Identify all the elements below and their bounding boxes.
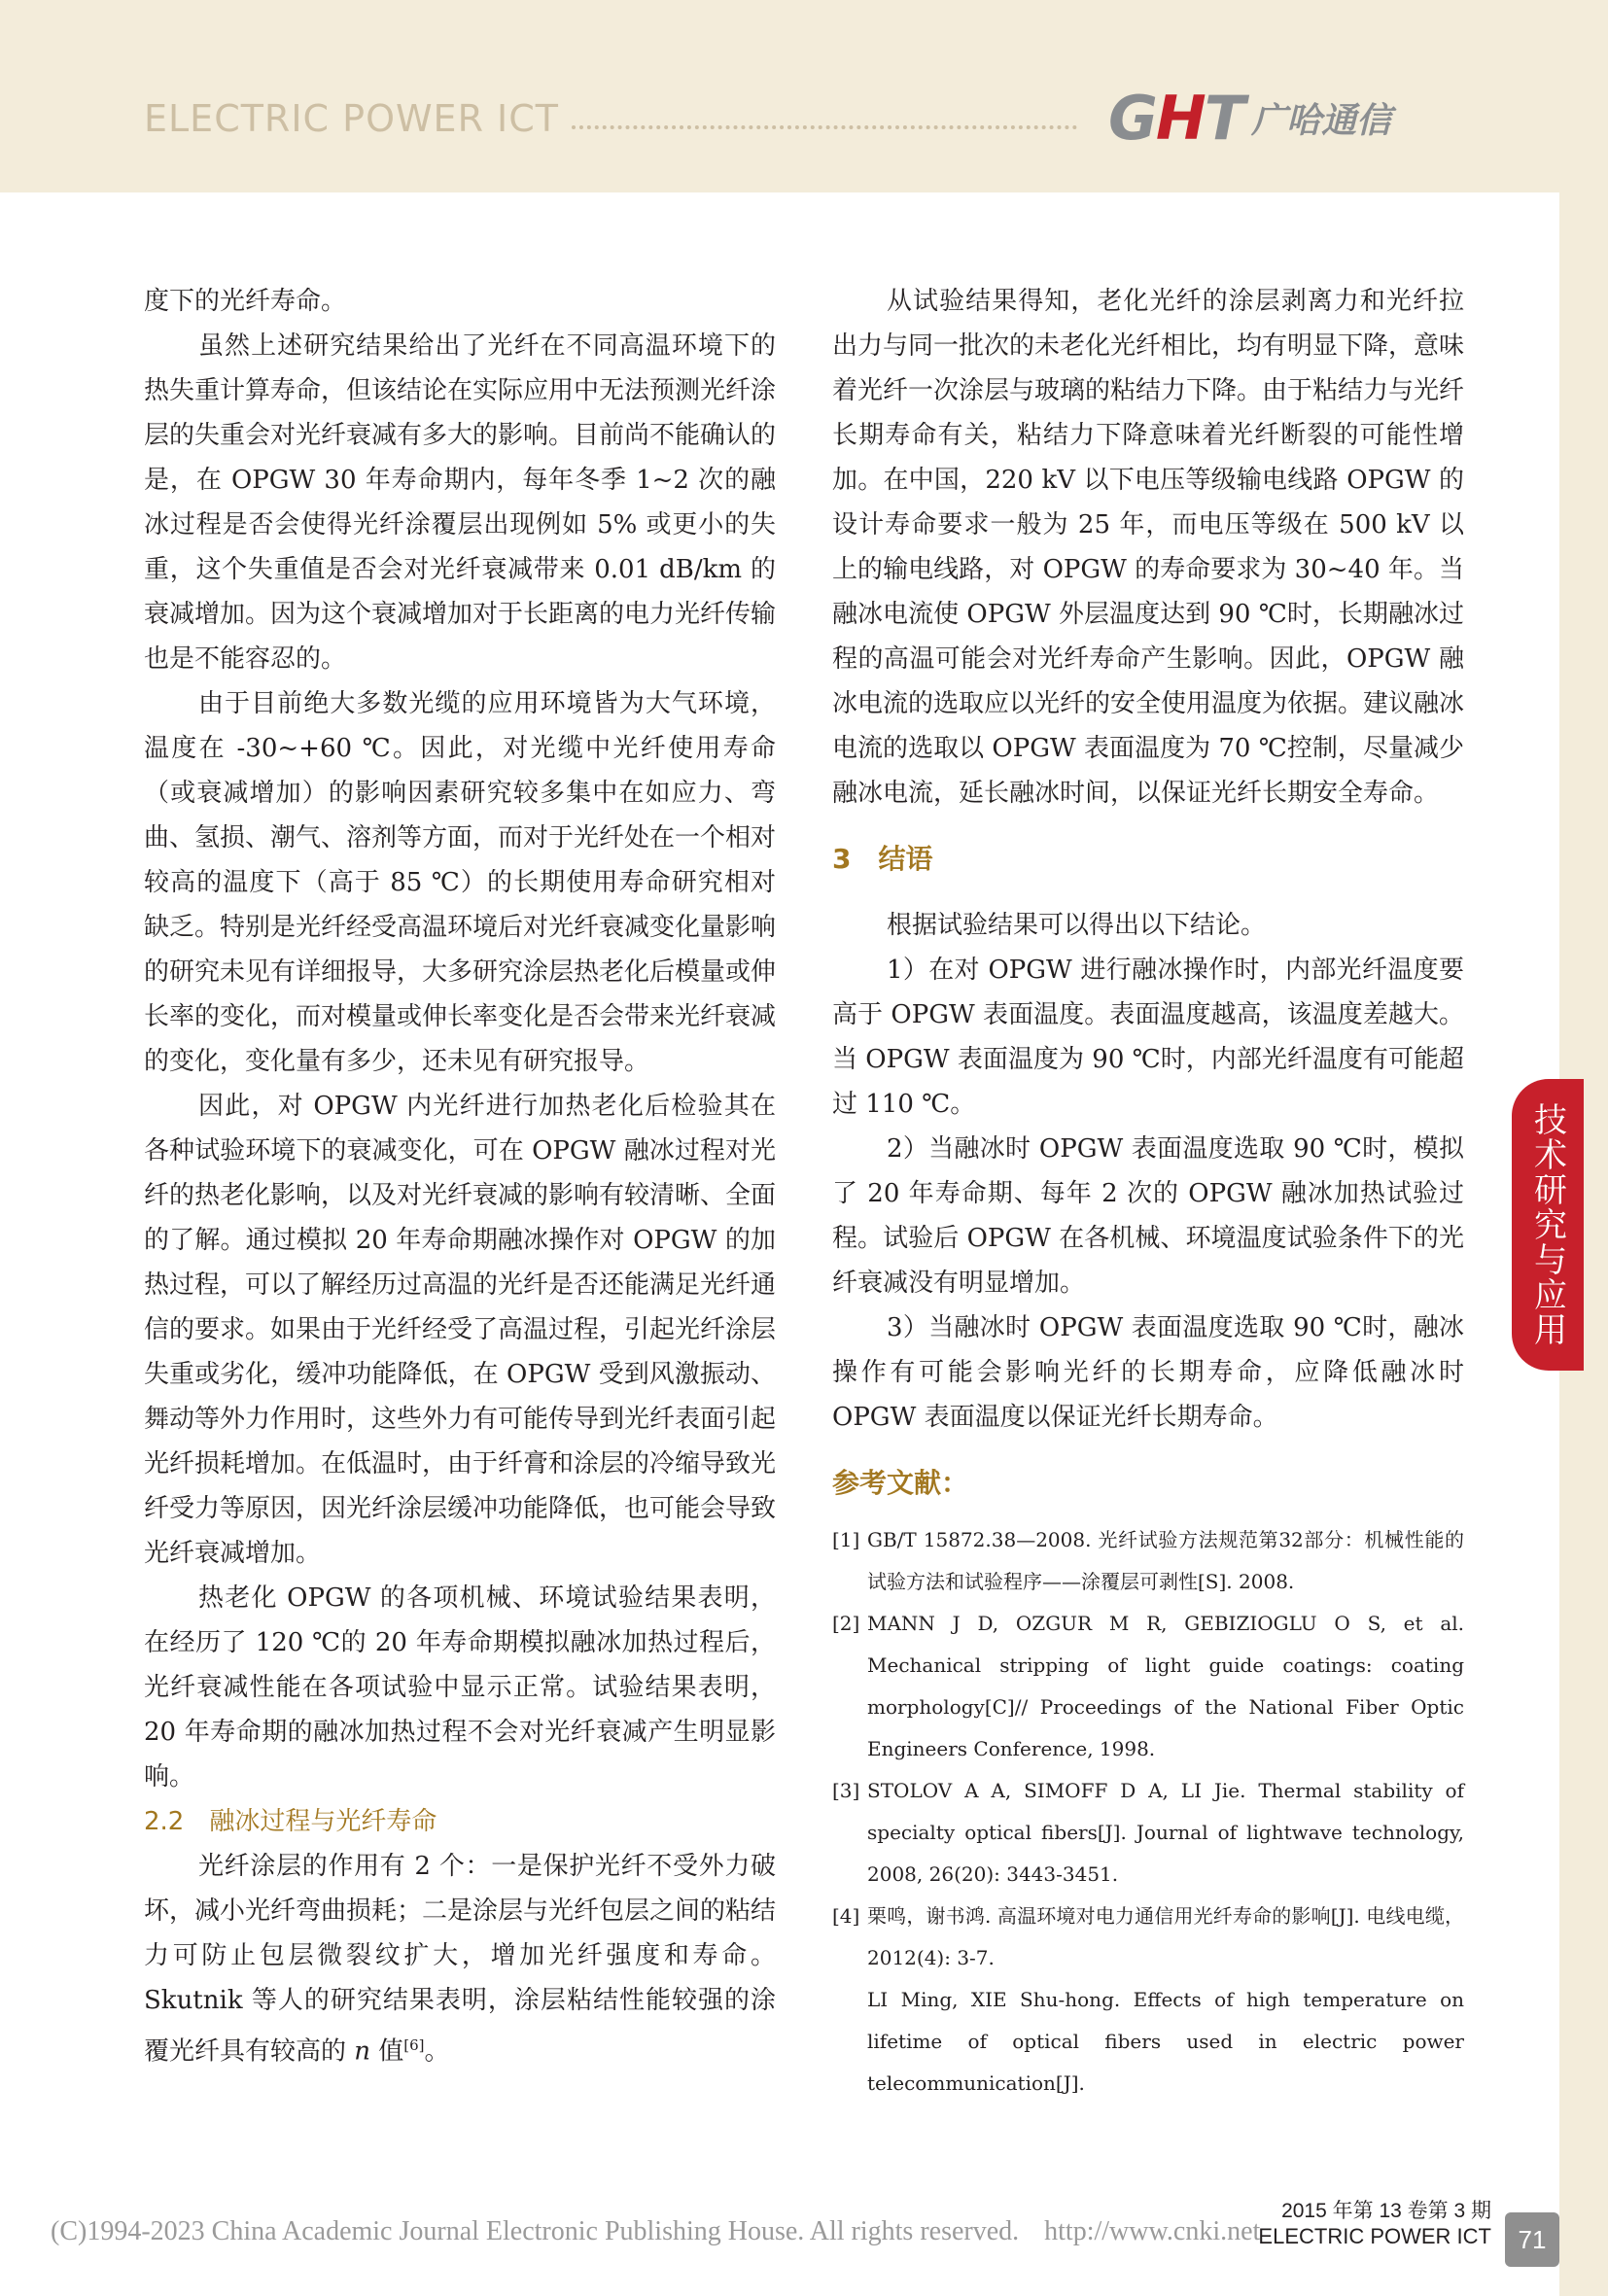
- issue-info: 2015 年第 13 卷第 3 期: [1281, 2200, 1491, 2222]
- citation-ref: [6]: [403, 2036, 425, 2054]
- logo-mark: GHT: [1108, 82, 1244, 154]
- paragraph: 光纤涂层的作用有 2 个：一是保护光纤不受外力破坏，减小光纤弯曲损耗；二是涂层与光纤包层之间的粘结力可防止包层微裂纹扩大，增加光纤强度和寿命。Skutnik 等人的研究结果表明，涂层粘结性能较强的涂覆光纤具有较高的 n 值[6]。: [144, 1852, 777, 2067]
- paragraph: 热老化 OPGW 的各项机械、环境试验结果表明，在经历了 120 ℃的 20 年寿命期模拟融冰加热过程后，光纤衰减性能在各项试验中显示正常。试验结果表明，20 年寿命期的融冰加热过程不会对光纤衰减产生明显影响。: [144, 1583, 776, 1792]
- footer-meta: [1258, 2199, 1491, 2249]
- conclusion-item: 1）在对 OPGW 进行融冰操作时，内部光纤温度要高于 OPGW 表面温度。表面温度越高，该温度差越大。当 OPGW 表面温度为 90 ℃时，内部光纤温度有可能超过 110 ℃。: [832, 956, 1464, 1119]
- header-dotted-rule: [572, 125, 1077, 129]
- journal-title: ELECTRIC POWER ICT: [144, 97, 560, 140]
- paragraph: 根据试验结果可以得出以下结论。: [887, 911, 1267, 940]
- paragraph: 虽然上述研究结果给出了光纤在不同高温环境下的热失重计算寿命，但该结论在实际应用中无法预测光纤涂层的失重会对光纤衰减有多大的影响。目前尚不能确认的是，在 OPGW 30 年寿命期内，每年冬季 1~2 次的融冰过程是否会使得光纤涂覆层出现例如 5% 或更小的失重，这个失重值是否会对光纤衰减带来 0.01 dB/km 的衰减增加。因为这个衰减增加对于长距离的电力光纤传输也是不能容忍的。: [144, 331, 777, 674]
- ght-logo: [1108, 84, 1391, 152]
- page-header: [0, 0, 1559, 192]
- left-column: [144, 279, 776, 2074]
- page-number: 71: [1505, 2212, 1559, 2267]
- subsection-title: 2.2 融冰过程与光纤寿命: [144, 1807, 437, 1836]
- logo-chinese-name: 广哈通信: [1251, 100, 1392, 141]
- paragraph: 因此，对 OPGW 内光纤进行加热老化后检验其在各种试验环境下的衰减变化，可在 OPGW 融冰过程对光纤的热老化影响，以及对光纤衰减的影响有较清晰、全面的了解。通过模拟 20 年寿命期融冰操作对 OPGW 的加热过程，可以了解经历过高温的光纤是否还能满足光纤通信的要求。如果由于光纤经受了高温过程，引起光纤涂层失重或劣化，缓冲功能降低，在 OPGW 受到风激振动、舞动等外力作用时，这些外力有可能传导到光纤表面引起光纤损耗增加。在低温时，由于纤膏和涂层的冷缩导致光纤受力等原因，因光纤涂层缓冲功能降低，也可能会导致光纤衰减增加。: [144, 1092, 777, 1568]
- reference-item: [1] GB/T 15872.38—2008. 光纤试验方法规范第32部分：机械性能的试验方法和试验程序——涂覆层可剥性[S]. 2008.: [832, 1528, 1464, 1593]
- conclusion-item: 2）当融冰时 OPGW 表面温度选取 90 ℃时，模拟了 20 年寿命期、每年 2 次的 OPGW 融冰加热试验过程。试验后 OPGW 在各机械、环境温度试验条件下的光纤衰减没有明显增加。: [832, 1134, 1464, 1298]
- right-column: [832, 279, 1464, 2105]
- section-tab: [1512, 1079, 1584, 1371]
- copyright-line: (C)1994-2023 China Academic Journal Electronic Publishing House. All rights reserved. http://www.cnki.net: [51, 2216, 1261, 2246]
- reference-item: [4] 栗鸣，谢书鸿. 高温环境对电力通信用光纤寿命的影响[J]. 电线电缆，2012(4): 3-7.: [832, 1904, 1464, 1969]
- conclusion-item: 3）当融冰时 OPGW 表面温度选取 90 ℃时，融冰操作有可能会影响光纤的长期寿命，应降低融冰时 OPGW 表面温度以保证光纤长期寿命。: [832, 1313, 1464, 1432]
- footer-journal-title: ELECTRIC POWER ICT: [1258, 2224, 1491, 2248]
- reference-english-citation: LI Ming, XIE Shu-hong. Effects of high temperature on lifetime of optical fibers used in electric power telecommunication[J].: [867, 1988, 1464, 2095]
- paragraph: 由于目前绝大多数光缆的应用环境皆为大气环境，温度在 -30~+60 ℃。因此，对光缆中光纤使用寿命（或衰减增加）的影响因素研究较多集中在如应力、弯曲、氢损、潮气、溶剂等方面，而对于光纤处在一个相对较高的温度下（高于 85 ℃）的长期使用寿命研究相对缺乏。特别是光纤经受高温环境后对光纤衰减变化量影响的研究未见有详细报导，大多研究涂层热老化后模量或伸长率的变化，而对模量或伸长率变化是否会带来光纤衰减的变化，变化量有多少，还未见有研究报导。: [144, 689, 777, 1076]
- paragraph: 从试验结果得知，老化光纤的涂层剥离力和光纤拉出力与同一批次的未老化光纤相比，均有明显下降，意味着光纤一次涂层与玻璃的粘结力下降。由于粘结力与光纤长期寿命有关，粘结力下降意味着光纤断裂的可能性增加。在中国，220 kV 以下电压等级输电线路 OPGW 的设计寿命要求一般为 25 年，而电压等级在 500 kV 以上的输电线路，对 OPGW 的寿命要求为 30~40 年。当融冰电流使 OPGW 外层温度达到 90 ℃时，长期融冰过程的高温可能会对光纤寿命产生影响。因此，OPGW 融冰电流的选取应以光纤的安全使用温度为依据。建议融冰电流的选取以 OPGW 表面温度为 70 ℃控制，尽量减少融冰电流，延长融冰时间，以保证光纤长期安全寿命。: [832, 287, 1465, 808]
- cnki-url[interactable]: http://www.cnki.net: [1044, 2216, 1261, 2246]
- paragraph: 度下的光纤寿命。: [144, 287, 347, 316]
- reference-item: [2] MANN J D, OZGUR M R, GEBIZIOGLU O S, et al. Mechanical stripping of light guide coatings: coating morphology[C]// Proceedings of the National Fiber Optic Engineers Conference, 1998.: [832, 1612, 1464, 1760]
- variable-n: n: [354, 2036, 371, 2067]
- references-title: 参考文献：: [832, 1467, 969, 1499]
- section-title: 3 结语: [832, 843, 933, 875]
- reference-item: [3] STOLOV A A, SIMOFF D A, LI Jie. Thermal stability of specialty optical fibers[J]. Journal of lightwave technology, 2008, 26(20): 3443-3451.: [832, 1779, 1464, 1886]
- section-tab-label: 技术研究与应用: [1527, 1102, 1567, 1347]
